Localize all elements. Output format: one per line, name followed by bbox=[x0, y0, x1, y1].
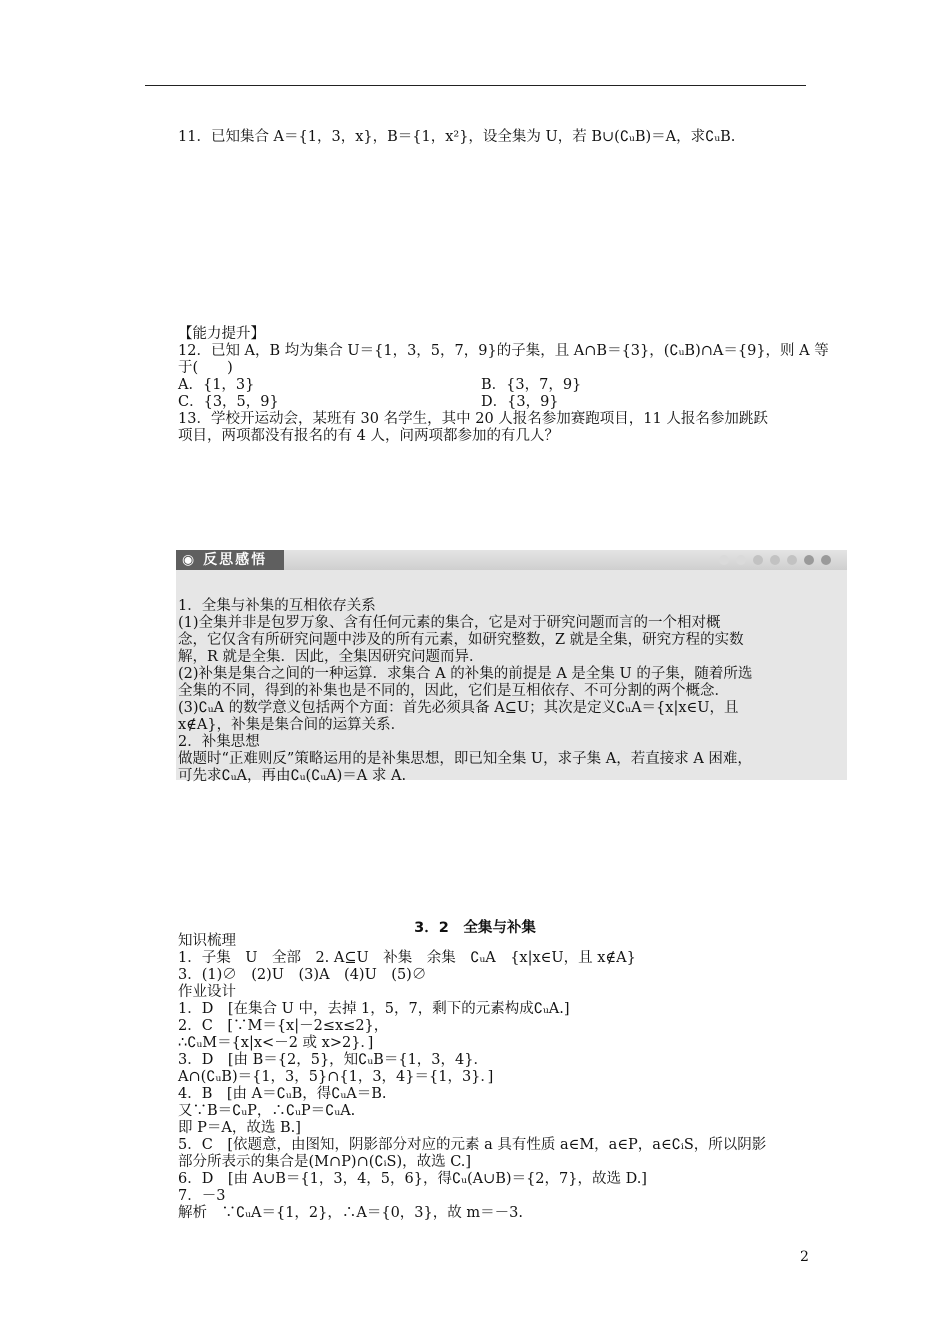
reflection-line: 全集的不同，得到的补集也是不同的，因此，它们是互相依存、不可分割的两个概念． bbox=[178, 683, 729, 699]
option-b: B．{3，7，9} bbox=[481, 377, 582, 393]
answer-line: 3．(1)∅ (2)U (3)A (4)U (5)∅ bbox=[178, 967, 427, 983]
reflection-banner bbox=[176, 550, 847, 570]
reflection-line: x∉A}，补集是集合间的运算关系． bbox=[178, 717, 406, 733]
reflection-line: (1)全集并非是包罗万象、含有任何元素的集合，它是对于研究问题而言的一个相对概 bbox=[178, 615, 721, 631]
page-number: 2 bbox=[800, 1249, 809, 1265]
answers-section-title: 3．2 全集与补集 bbox=[414, 920, 536, 936]
header-rule bbox=[145, 85, 806, 86]
question-13-line-2: 项目，两项都没有报名的有 4 人，问两项都参加的有几人？ bbox=[178, 428, 559, 444]
reflection-line: 念，它仅含有所研究问题中涉及的所有元素，如研究整数，Z 就是全集，研究方程的实数 bbox=[178, 632, 744, 648]
option-d: D．{3，9} bbox=[481, 394, 559, 410]
answer-line: ∴∁ᵤM＝{x|x<－2 或 x>2}．] bbox=[178, 1035, 374, 1051]
answer-line: 1．D [在集合 U 中，去掉 1，5，7，剩下的元素构成∁ᵤA.] bbox=[178, 1001, 570, 1017]
answer-line: 3．D [由 B＝{2，5}，知∁ᵤB＝{1，3，4}． bbox=[178, 1052, 488, 1068]
answer-line: 作业设计 bbox=[178, 984, 236, 1000]
question-13-line-1: 13．学校开运动会，某班有 30 名学生，其中 20 人报名参加赛跑项目，11 人报名参加跳跃 bbox=[178, 411, 768, 427]
reflection-line: 1．全集与补集的互相依存关系 bbox=[178, 598, 376, 614]
reflection-line: (2)补集是集合之间的一种运算．求集合 A 的补集的前提是 A 是全集 U 的子集，随着所选 bbox=[178, 666, 753, 682]
answer-line: 5．C [依题意，由图知，阴影部分对应的元素 a 具有性质 a∈M，a∈P，a∈∁ᵢS，所以阴影 bbox=[178, 1137, 767, 1153]
question-12-line-1: 12．已知 A，B 均为集合 U＝{1，3，5，7，9}的子集，且 A∩B＝{3}，(∁ᵤB)∩A＝{9}，则 A 等 bbox=[178, 343, 829, 359]
reflection-box bbox=[176, 570, 847, 784]
answer-line: 4．B [由 A＝∁ᵤB，得∁ᵤA＝B. bbox=[178, 1086, 387, 1102]
reflection-line: 可先求∁ᵤA，再由∁ᵤ(∁ᵤA)＝A 求 A. bbox=[178, 768, 407, 784]
reflection-banner-title: ◉ 反思感悟 bbox=[176, 550, 284, 570]
answer-line: 7．－3 bbox=[178, 1188, 226, 1204]
reflection-line: (3)∁ᵤA 的数学意义包括两个方面：首先必须具备 A⊆U；其次是定义∁ᵤA＝{x|x∈U，且 bbox=[178, 700, 739, 716]
reflection-line: 2．补集思想 bbox=[178, 734, 260, 750]
reflection-line: 做题时“正难则反”策略运用的是补集思想，即已知全集 U，求子集 A，若直接求 A 困难， bbox=[178, 751, 752, 767]
answer-line: 知识梳理 bbox=[178, 933, 236, 949]
answer-line: A∩(∁ᵤB)＝{1，3，5}∩{1，3，4}＝{1，3}．] bbox=[178, 1069, 494, 1085]
answer-line: 又∵B＝∁ᵤP，∴∁ᵤP＝∁ᵤA. bbox=[178, 1103, 356, 1119]
answer-line: 6．D [由 A∪B＝{1，3，4，5，6}，得∁ᵤ(A∪B)＝{2，7}，故选 D.] bbox=[178, 1171, 647, 1187]
answer-line: 2．C [∵M＝{x|－2≤x≤2}， bbox=[178, 1018, 389, 1034]
option-c: C．{3，5，9} bbox=[178, 394, 279, 410]
reflection-line: 解，R 就是全集．因此，全集因研究问题而异． bbox=[178, 649, 484, 665]
answer-line: 部分所表示的集合是(M∩P)∩(∁ᵢS)，故选 C.] bbox=[178, 1154, 472, 1170]
answer-line: 即 P＝A，故选 B.] bbox=[178, 1120, 301, 1136]
banner-dots-decoration bbox=[719, 555, 831, 565]
answer-line: 解析 ∵∁ᵤA＝{1，2}，∴A＝{0，3}，故 m＝－3. bbox=[178, 1205, 523, 1221]
question-11: 11．已知集合 A＝{1，3，x}，B＝{1，x²}，设全集为 U，若 B∪(∁ᵤB)＝A，求∁ᵤB. bbox=[178, 129, 736, 145]
answer-line: 1．子集 U 全部 2. A⊆U 补集 余集 ∁ᵤA {x|x∈U，且 x∉A} bbox=[178, 950, 636, 966]
option-a: A．{1，3} bbox=[178, 377, 255, 393]
question-12-line-2: 于( ) bbox=[178, 360, 233, 376]
ability-heading: 【能力提升】 bbox=[178, 326, 265, 342]
